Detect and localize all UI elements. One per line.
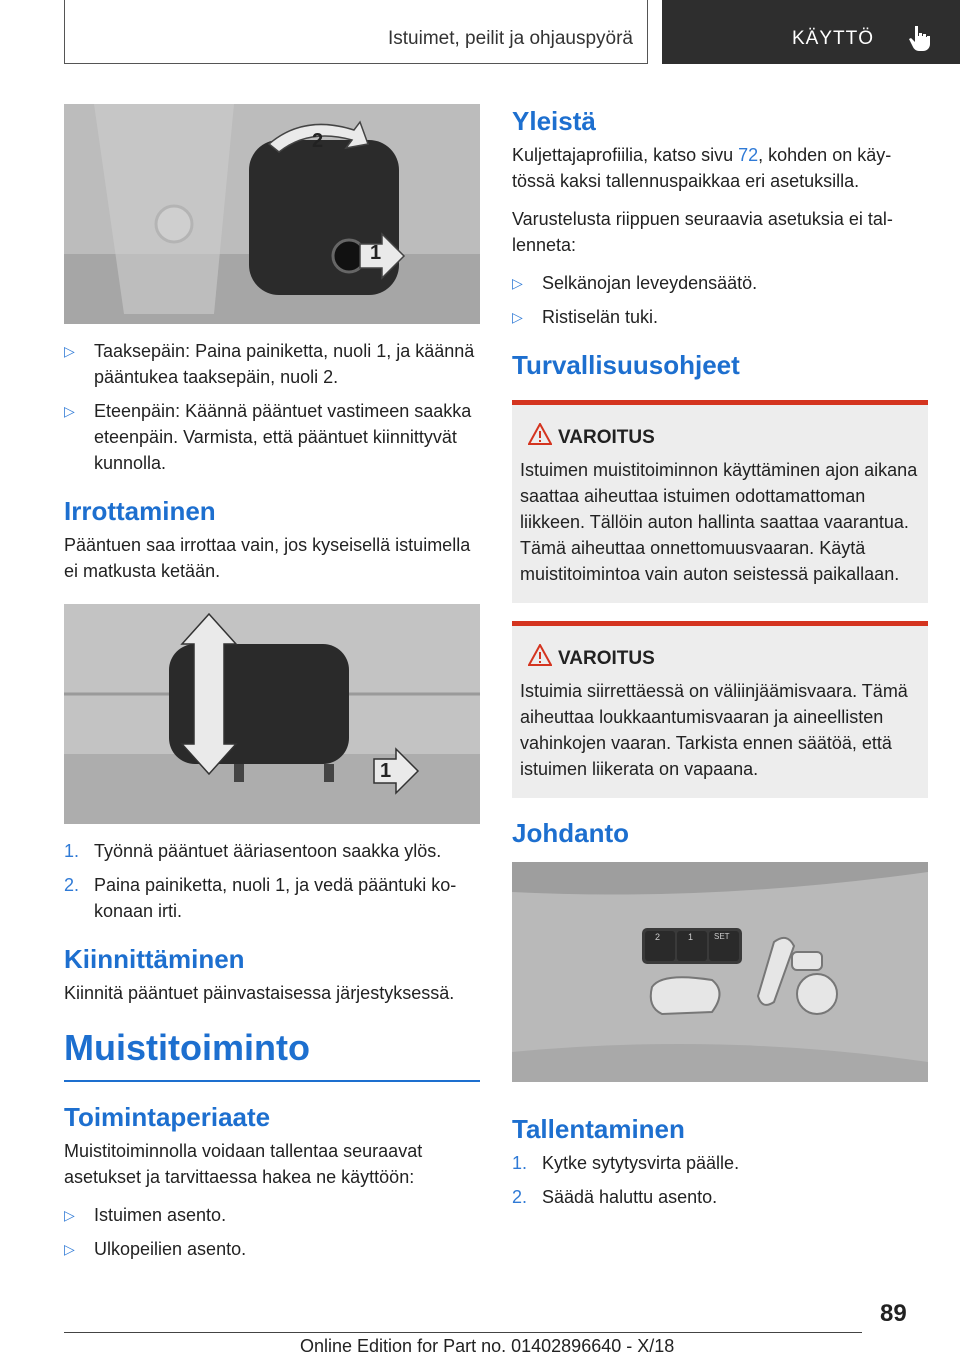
warning-text: Istuimia siirrettäessä on väliinjäämisvaara. Tämä aiheuttaa loukkaantumisvaaran ja aineellisten vahinkojen vaaran. Tarkista ennen säätöä, että istuimen liikerata on vapaana. (520, 681, 908, 779)
warning-box-1 (512, 400, 928, 603)
list-item: 1. Työnnä pääntuet ääriasentoon saakka ylös. (64, 841, 442, 861)
triangle-bullet-icon: ▷ (512, 309, 523, 325)
list-item: ▷ Istuimen asento. (64, 1202, 480, 1228)
footer-edition: Online Edition for Part no. 01402896640 - X/18 (300, 1336, 675, 1356)
heading-muistitoiminto: Muistitoiminto (64, 1026, 480, 1082)
heading-turvallisuusohjeet: Turvallisuusohjeet (512, 350, 740, 380)
triangle-bullet-icon: ▷ (64, 343, 75, 359)
heading-yleista: Yleistä (512, 106, 596, 136)
header-chapter-title: KÄYTTÖ (792, 28, 875, 49)
warning-triangle-icon (528, 423, 552, 445)
list-item: ▷ Eteenpäin: Käännä pääntuet vastimeen saakka eteenpäin. Varmista, että pääntuet kiinnittyvät kunnolla. (64, 398, 480, 476)
list-item: ▷ Ulkopeilien asento. (64, 1236, 480, 1262)
triangle-bullet-icon: ▷ (512, 275, 523, 291)
yleista-text-1: Kuljettajaprofiilia, katso sivu 72, kohden on käytössä kaksi tallennuspaikkaa eri asetuksilla. (512, 145, 892, 191)
triangle-bullet-icon: ▷ (64, 1241, 75, 1257)
header-section (64, 0, 648, 64)
page-number: 89 (880, 1300, 907, 1327)
fig1-label-2: 2 (312, 130, 324, 152)
left-column (64, 104, 480, 1272)
seat-memory-buttons-figure (512, 862, 928, 1082)
warning-text: Istuimen muistitoiminnon käyttäminen ajon aikana saattaa aiheuttaa istuimen odottamattoman liikkeen. Tällöin auton hallinta saattaa vaarantua. Tämä aiheuttaa onnettomuusvaaran. Käytä muistitoimintoa vain auton seistessä paikallaan. (520, 460, 918, 584)
warning-title: VAROITUS (520, 648, 920, 670)
store-steps (512, 1150, 928, 1210)
warning-triangle-icon (528, 644, 552, 666)
heading-kiinnittaminen: Kiinnittäminen (64, 944, 245, 974)
adjust-list (64, 338, 480, 476)
list-item: ▷ Taaksepäin: Paina painiketta, nuoli 1, ja käännä pääntukea taaksepäin, nuoli 2. (64, 338, 480, 390)
warning-title: VAROITUS (520, 427, 920, 449)
list-item: 1. Kytke sytytysvirta päälle. (512, 1153, 740, 1173)
list-item: 2. Paina painiketta, nuoli 1, ja vedä pääntuki kokonaan irti. (64, 875, 457, 921)
triangle-bullet-icon: ▷ (64, 403, 75, 419)
toimintaperiaate-text: Muistitoiminnolla voidaan tallentaa seuraavat asetukset ja tarvittaessa hakea ne käyttöön: (64, 1141, 423, 1187)
not-stored-list (512, 270, 928, 330)
heading-toimintaperiaate: Toimintaperiaate (64, 1102, 271, 1132)
memory-button-set: SET (714, 932, 730, 941)
heading-irrottaminen: Irrottaminen (64, 496, 216, 526)
list-item: ▷ Ristiselän tuki. (512, 304, 928, 330)
irrottaminen-text: Pääntuen saa irrottaa vain, jos kyseisellä istuimella ei matkusta ketään. (64, 535, 471, 581)
kiinnittaminen-text: Kiinnitä pääntuet päinvastaisessa järjestyksessä. (64, 983, 455, 1003)
memory-list (64, 1202, 480, 1262)
hand-pointer-icon (908, 24, 932, 52)
heading-tallentaminen: Tallentaminen (512, 1114, 685, 1144)
headrest-remove-figure (64, 604, 480, 824)
heading-johdanto: Johdanto (512, 818, 629, 848)
right-column (512, 104, 928, 1220)
remove-steps (64, 838, 480, 924)
yleista-text-2: Varustelusta riippuen seuraavia asetuksia ei tallenneta: (512, 209, 893, 255)
header-chapter (662, 0, 960, 64)
list-item: ▷ Selkänojan leveydensäätö. (512, 270, 928, 296)
header-section-title: Istuimet, peilit ja ohjauspyörä (387, 28, 633, 49)
memory-button-2: 2 (655, 932, 661, 942)
fig2-label-1: 1 (380, 760, 392, 782)
headrest-adjust-figure (64, 104, 480, 324)
footer-divider (64, 1332, 862, 1333)
page-link[interactable]: 72 (738, 145, 759, 165)
triangle-bullet-icon: ▷ (64, 1207, 75, 1223)
memory-button-1: 1 (688, 932, 694, 942)
list-item: 2. Säädä haluttu asento. (512, 1187, 718, 1207)
fig1-label-1: 1 (370, 242, 382, 264)
warning-box-2 (512, 621, 928, 798)
